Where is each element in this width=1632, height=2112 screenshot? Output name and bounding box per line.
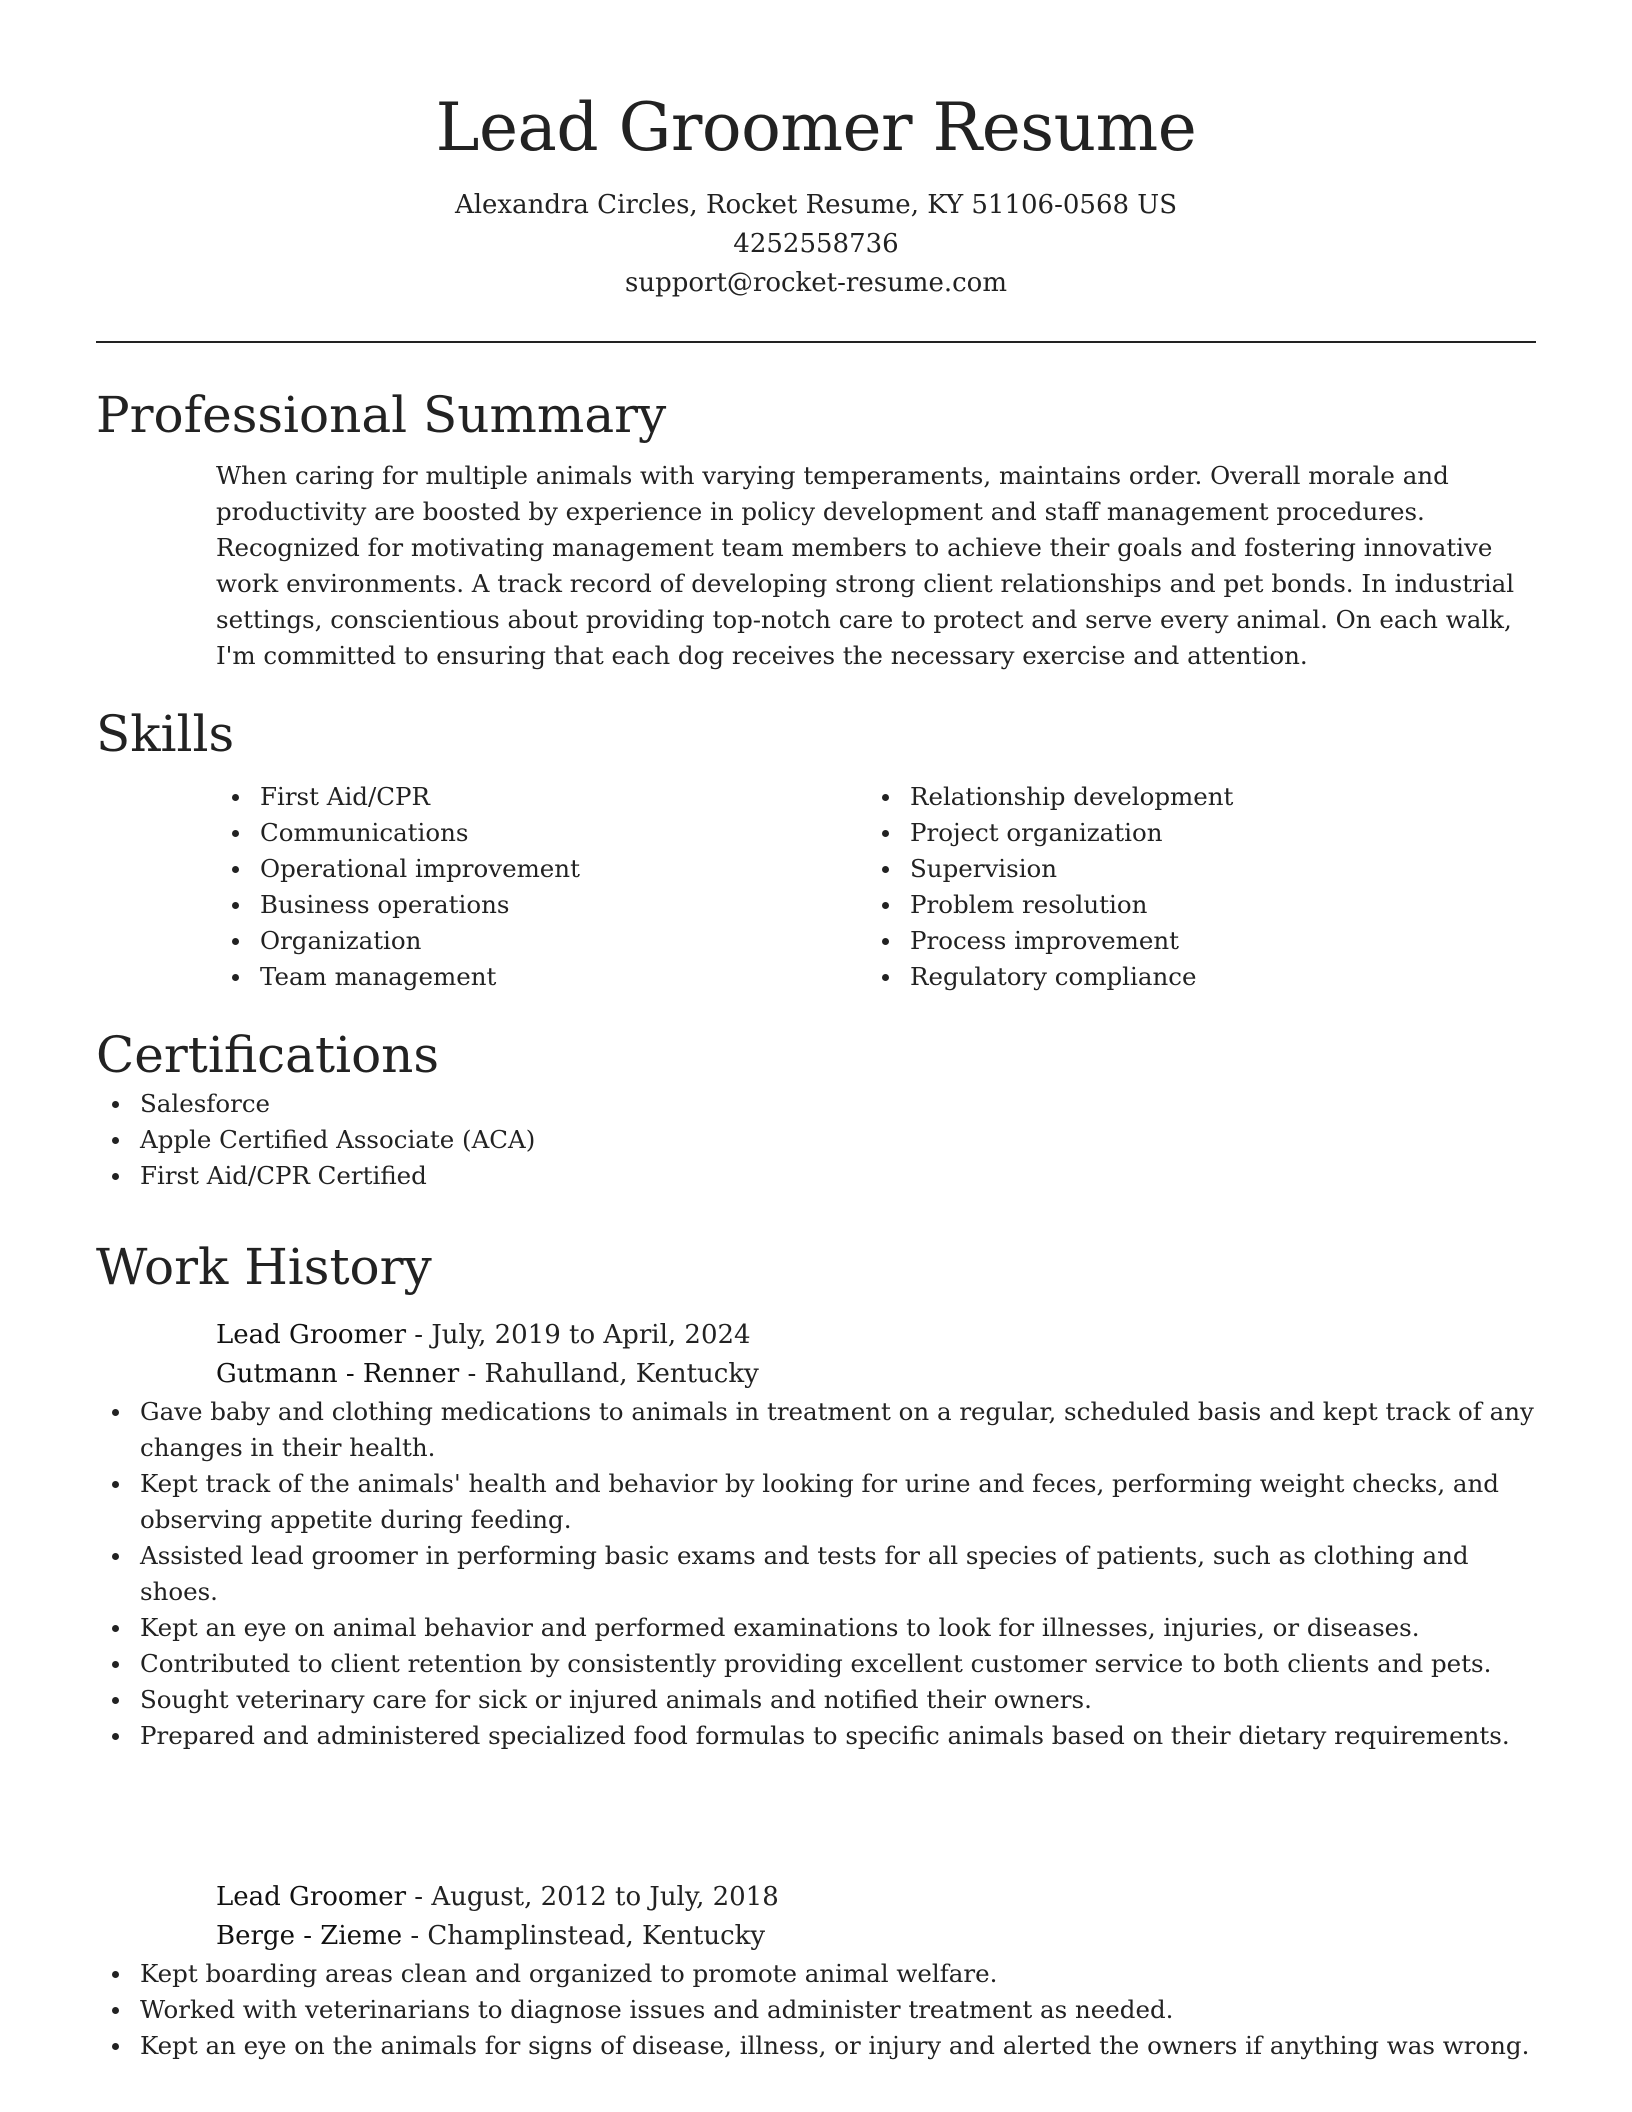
summary-text: When caring for multiple animals with varying temperaments, maintains order. Overall morale and productivity are boosted by experience in policy development and staff management procedures. Recognized for motivating management team members to achieve their goals and fostering innovative work environments. A track record of developing strong client relationships and pet bonds. In industrial settings, conscientious about providing top-notch care to protect and serve every animal. On each walk, I'm committed to ensuring that each dog receives the necessary exercise and attention. — [216, 461, 1515, 670]
contact-block — [0, 186, 1632, 303]
contact-address: Alexandra Circles, Rocket Resume, KY 51106-0568 US — [454, 190, 1178, 220]
job-duty: Kept track of the animals' health and behavior by looking for urine and feces, performing weight checks, and observing appetite during feeding. — [96, 1466, 1536, 1538]
job-details — [216, 1316, 1536, 1394]
job-duty: Gave baby and clothing medications to animals in treatment on a regular, scheduled basis and kept track of any changes in their health. — [96, 1394, 1536, 1466]
job-title-line — [216, 1878, 1536, 1917]
certification-item: Apple Certified Associate (ACA) — [96, 1122, 1536, 1158]
job-dates: - August, 2012 to July, 2018 — [406, 1882, 779, 1912]
certifications-heading: Certifications — [96, 1026, 440, 1084]
job-duty: Sought veterinary care for sick or injured animals and notified their owners. — [96, 1682, 1536, 1718]
skill-item: Relationship development — [866, 779, 1516, 815]
skill-item: Business operations — [216, 887, 866, 923]
job-duty: Contributed to client retention by consistently providing excellent customer service to both clients and pets. — [96, 1646, 1536, 1682]
skill-item: Process improvement — [866, 923, 1516, 959]
skills-heading: Skills — [96, 705, 235, 763]
skills-column-right — [866, 779, 1516, 995]
job-entry — [96, 1316, 1536, 1754]
skill-item: First Aid/CPR — [216, 779, 866, 815]
job-title: Lead Groomer — [216, 1882, 407, 1912]
skill-item: Problem resolution — [866, 887, 1516, 923]
job-location: - Rahulland, Kentucky — [459, 1359, 759, 1389]
job-title: Lead Groomer — [216, 1320, 407, 1350]
job-duty: Prepared and administered specialized food formulas to specific animals based on their dietary requirements. — [96, 1718, 1536, 1754]
skill-item: Operational improvement — [216, 851, 866, 887]
summary-heading: Professional Summary — [96, 386, 667, 444]
skill-item: Project organization — [866, 815, 1516, 851]
skill-item: Organization — [216, 923, 866, 959]
job-duty: Worked with veterinarians to diagnose issues and administer treatment as needed. — [96, 1992, 1536, 2028]
certification-item: First Aid/CPR Certified — [96, 1158, 1536, 1194]
job-duty: Assisted lead groomer in performing basic exams and tests for all species of patients, such as clothing and shoes. — [96, 1538, 1536, 1610]
skills-section — [96, 703, 1536, 995]
header-divider — [96, 341, 1536, 343]
job-location: - Champlinstead, Kentucky — [402, 1921, 766, 1951]
contact-phone: 4252558736 — [733, 229, 899, 259]
job-duties-list — [96, 1956, 1536, 2064]
job-company-line — [216, 1917, 1536, 1956]
job-dates: - July, 2019 to April, 2024 — [406, 1320, 751, 1350]
skills-columns — [216, 779, 1536, 995]
job-duty: Kept an eye on the animals for signs of disease, illness, or injury and alerted the owners if anything was wrong. — [96, 2028, 1536, 2064]
resume-title: Lead Groomer Resume — [435, 89, 1197, 166]
job-duties-list — [96, 1394, 1536, 1754]
job-company-line — [216, 1355, 1536, 1394]
job-title-line — [216, 1316, 1536, 1355]
certifications-section — [96, 1024, 1536, 1194]
job-details — [216, 1878, 1536, 1956]
skills-column-left — [216, 779, 866, 995]
resume-header — [0, 0, 1632, 303]
skill-item: Team management — [216, 959, 866, 995]
job-company: Gutmann - Renner — [216, 1359, 460, 1389]
skill-item: Supervision — [866, 851, 1516, 887]
job-duty: Kept boarding areas clean and organized to promote animal welfare. — [96, 1956, 1536, 1992]
job-entry — [96, 1878, 1536, 2064]
contact-email: support@rocket-resume.com — [624, 268, 1007, 298]
work-history-heading: Work History — [96, 1238, 432, 1296]
skills-list-left — [216, 779, 866, 995]
skills-list-right — [866, 779, 1516, 995]
certification-item: Salesforce — [96, 1086, 1536, 1122]
job-company: Berge - Zieme — [216, 1921, 403, 1951]
certifications-list — [96, 1086, 1536, 1194]
skill-item: Communications — [216, 815, 866, 851]
summary-section — [96, 384, 1536, 674]
skill-item: Regulatory compliance — [866, 959, 1516, 995]
job-duty: Kept an eye on animal behavior and performed examinations to look for illnesses, injuries, or diseases. — [96, 1610, 1536, 1646]
work-history-section — [96, 1236, 1536, 1298]
